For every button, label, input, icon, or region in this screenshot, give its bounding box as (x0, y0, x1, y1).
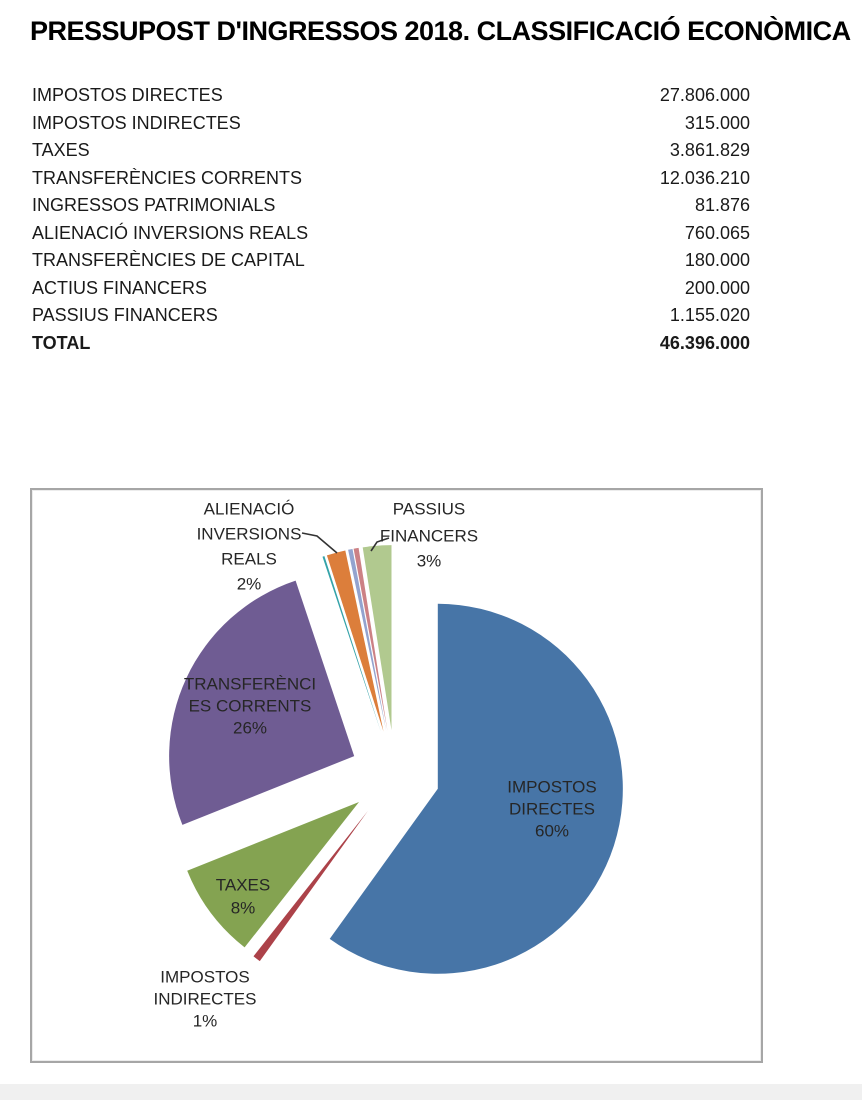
pie-label-taxes: TAXES (215, 875, 271, 895)
budget-row (32, 302, 750, 330)
budget-row (32, 247, 750, 275)
row-label: ALIENACIÓ INVERSIONS REALS (32, 222, 309, 243)
row-label: ACTIUS FINANCERS (32, 277, 208, 298)
budget-row (32, 220, 750, 248)
pie-label-alienacio-inversions-reals: REALS (221, 549, 277, 569)
pie-label-impostos-directes: 60% (534, 821, 570, 841)
row-value: 3.861.829 (669, 140, 750, 160)
row-label: TOTAL (32, 332, 91, 353)
pie-chart (32, 490, 761, 1061)
pie-label-passius-financers: PASSIUS (392, 499, 466, 519)
pie-label-impostos-indirectes: INDIRECTES (153, 989, 257, 1009)
budget-row (32, 275, 750, 303)
leader-line-alienacio-inversions-reals (302, 533, 337, 553)
pie-label-transferencies-corrents: 26% (232, 718, 268, 738)
row-label: PASSIUS FINANCERS (32, 305, 218, 325)
row-value: 12.036.210 (659, 167, 750, 188)
pie-chart-frame (30, 488, 763, 1063)
pie-label-passius-financers: 3% (416, 551, 442, 571)
page-bottom-strip (0, 1084, 862, 1100)
budget-row (32, 137, 750, 165)
budget-total-row (32, 330, 750, 358)
row-label: IMPOSTOS DIRECTES (32, 85, 223, 105)
row-value: 1.155.020 (669, 305, 750, 325)
row-value: 760.065 (684, 222, 750, 243)
row-value: 180.000 (684, 250, 750, 270)
pie-label-alienacio-inversions-reals: 2% (236, 574, 262, 594)
pie-label-alienacio-inversions-reals: ALIENACIÓ (203, 499, 295, 519)
row-value: 27.806.000 (659, 85, 750, 105)
pie-label-alienacio-inversions-reals: INVERSIONS (196, 524, 302, 544)
row-label: TRANSFERÈNCIES CORRENTS (32, 167, 303, 188)
row-label: TRANSFERÈNCIES DE CAPITAL (32, 250, 305, 270)
pie-label-impostos-indirectes: 1% (192, 1011, 218, 1031)
row-value: 315.000 (684, 112, 750, 133)
row-label: INGRESSOS PATRIMONIALS (32, 195, 276, 215)
pie-label-impostos-indirectes: IMPOSTOS (160, 967, 250, 987)
pie-label-transferencies-corrents: ES CORRENTS (188, 696, 312, 716)
budget-row (32, 165, 750, 193)
budget-table (32, 82, 750, 357)
pie-label-taxes: 8% (230, 898, 256, 918)
pie-slice-taxes (187, 802, 359, 947)
pie-label-impostos-directes: IMPOSTOS (507, 777, 597, 797)
row-value: 46.396.000 (659, 332, 750, 353)
budget-row (32, 110, 750, 138)
budget-row (32, 192, 750, 220)
report-title: PRESSUPOST D'INGRESSOS 2018. CLASSIFICACIÓ ECONÒMICA (30, 16, 851, 46)
row-value: 200.000 (684, 277, 750, 298)
pie-label-transferencies-corrents: TRANSFERÈNCI (183, 674, 317, 694)
pie-label-passius-financers: FINANCERS (379, 526, 479, 546)
row-label: IMPOSTOS INDIRECTES (32, 112, 241, 133)
row-label: TAXES (32, 140, 90, 160)
row-value: 81.876 (694, 195, 750, 215)
budget-row (32, 82, 750, 110)
pie-label-impostos-directes: DIRECTES (509, 799, 595, 819)
